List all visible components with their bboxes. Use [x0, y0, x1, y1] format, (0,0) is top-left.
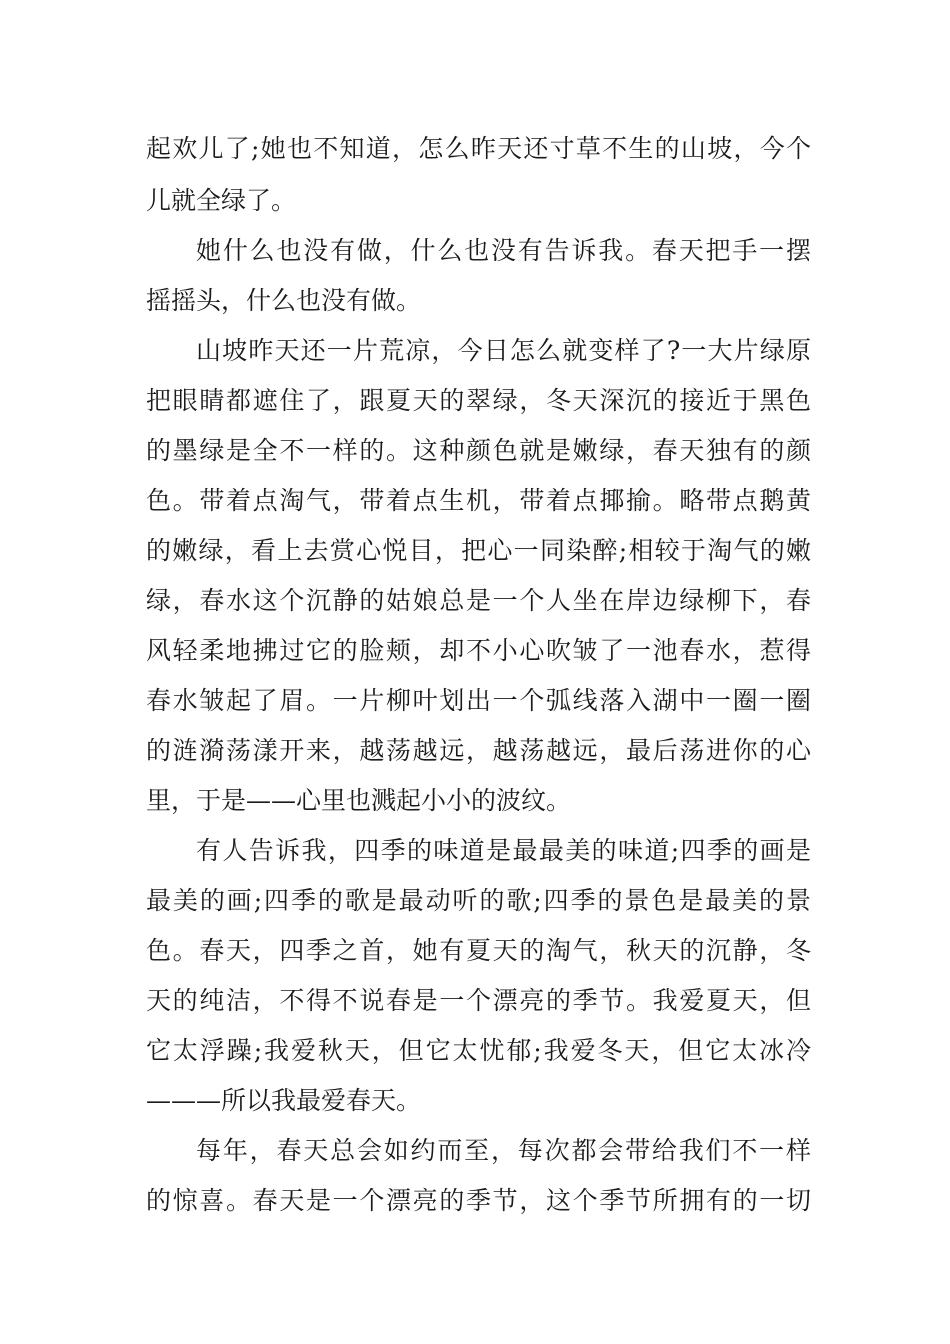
text-line: ———所以我最爱春天。 — [146, 1086, 422, 1115]
text-line: 的嫩绿，看上去赏心悦目，把心一同染醉;相较于淘气的嫩 — [146, 536, 811, 565]
text-line: 色。春天，四季之首，她有夏天的淘气，秋天的沉静，冬 — [146, 936, 811, 965]
text-line: 天的纯洁，不得不说春是一个漂亮的季节。我爱夏天，但 — [146, 986, 811, 1015]
text-line: 的涟漪荡漾开来，越荡越远，越荡越远，最后荡进你的心 — [146, 736, 811, 765]
paragraph-first-line: 每年，春天总会如约而至，每次都会带给我们不一样 — [196, 1136, 811, 1165]
text-line: 绿，春水这个沉静的姑娘总是一个人坐在岸边绿柳下，春 — [146, 586, 811, 615]
text-line: 儿就全绿了。 — [146, 186, 297, 215]
paragraph-first-line: 有人告诉我，四季的味道是最最美的味道;四季的画是 — [196, 836, 811, 865]
text-line: 春水皱起了眉。一片柳叶划出一个弧线落入湖中一圈一圈 — [146, 686, 811, 715]
paragraph-first-line: 她什么也没有做，什么也没有告诉我。春天把手一摆 — [196, 236, 811, 265]
text-line: 起欢儿了;她也不知道，怎么昨天还寸草不生的山坡，今个 — [146, 134, 811, 163]
text-line: 它太浮躁;我爱秋天，但它太忧郁;我爱冬天，但它太冰冷 — [146, 1036, 811, 1065]
text-line: 摇摇头，什么也没有做。 — [146, 286, 422, 315]
text-line: 里，于是——心里也溅起小小的波纹。 — [146, 786, 572, 815]
text-line: 风轻柔地拂过它的脸颊，却不小心吹皱了一池春水，惹得 — [146, 636, 811, 665]
text-line: 最美的画;四季的歌是最动听的歌;四季的景色是最美的景 — [146, 886, 811, 915]
paragraph-first-line: 山坡昨天还一片荒凉，今日怎么就变样了?一大片绿原 — [196, 336, 811, 365]
text-line: 的惊喜。春天是一个漂亮的季节，这个季节所拥有的一切 — [146, 1186, 811, 1215]
text-line: 色。带着点淘气，带着点生机，带着点揶揄。略带点鹅黄 — [146, 486, 811, 515]
text-line: 把眼睛都遮住了，跟夏天的翠绿，冬天深沉的接近于黑色 — [146, 386, 811, 415]
text-line: 的墨绿是全不一样的。这种颜色就是嫩绿，春天独有的颜 — [146, 436, 811, 465]
